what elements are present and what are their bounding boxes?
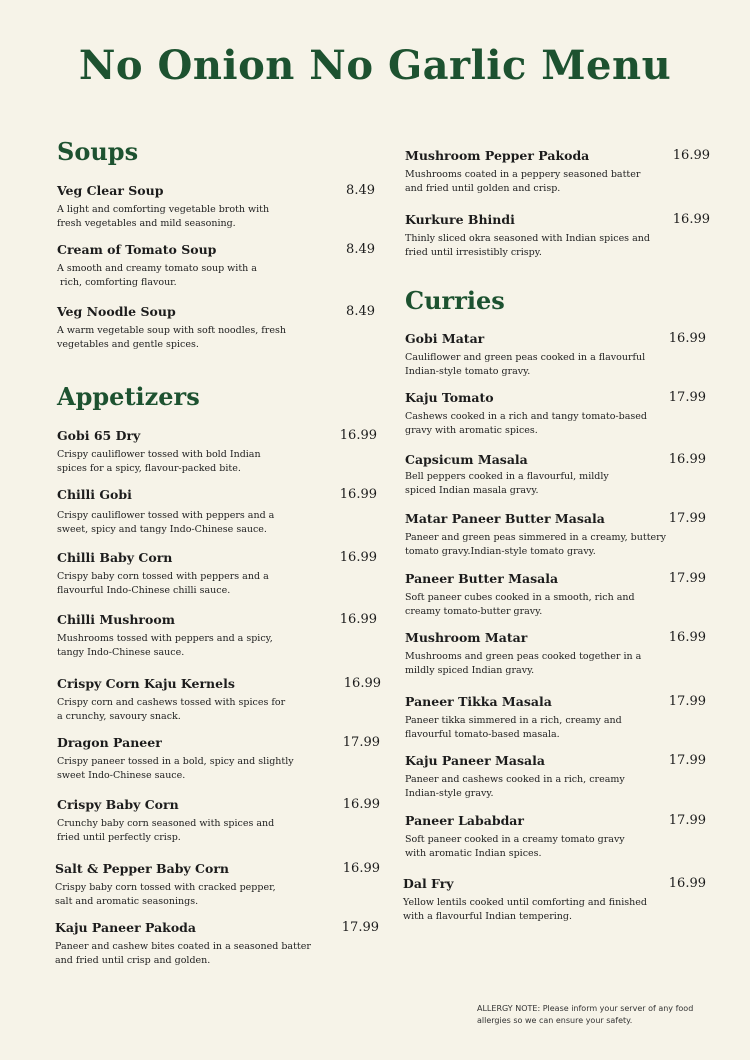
menu-item <box>57 612 377 660</box>
item-price: 16.99 <box>668 630 706 645</box>
menu-item <box>405 694 706 742</box>
item-name: Paneer Butter Masala <box>405 571 559 586</box>
item-description: A light and comforting vegetable broth with fresh vegetables and mild seasoning. <box>57 204 270 229</box>
item-name: Kaju Paneer Masala <box>405 753 545 768</box>
item-price: 16.99 <box>668 452 706 467</box>
item-price: 8.49 <box>346 242 375 257</box>
menu-item <box>403 876 706 924</box>
item-name: Mushroom Matar <box>405 630 528 645</box>
item-name: Kaju Paneer Pakoda <box>55 920 197 935</box>
menu-item <box>57 304 375 352</box>
item-description: Yellow lentils cooked until comforting and finished with a flavourful Indian tempering. <box>403 897 647 922</box>
item-description: Soft paneer cooked in a creamy tomato gravy with aromatic Indian spices. <box>405 834 625 859</box>
allergy-note-line: ALLERGY NOTE: Please inform your server of any food <box>477 1004 694 1013</box>
item-description: A smooth and creamy tomato soup with a rich, comforting flavour. <box>57 263 257 288</box>
item-name: Matar Paneer Butter Masala <box>405 511 605 526</box>
item-name: Gobi 65 Dry <box>57 428 141 443</box>
item-name: Cream of Tomato Soup <box>57 242 217 257</box>
item-description: Paneer and cashews cooked in a rich, creamy Indian-style gravy. <box>405 774 625 799</box>
item-name: Chilli Gobi <box>57 487 132 502</box>
item-description: Thinly sliced okra seasoned with Indian spices and fried until irresistibly crispy. <box>405 233 650 258</box>
menu-title: No Onion No Garlic Menu <box>78 42 672 89</box>
allergy-note <box>477 1003 727 1027</box>
menu-item <box>405 753 706 801</box>
menu-item <box>57 487 377 535</box>
item-price: 16.99 <box>672 212 710 227</box>
item-name: Salt & Pepper Baby Corn <box>55 861 230 876</box>
item-name: Chilli Baby Corn <box>57 550 173 565</box>
section-heading-curries: Curries <box>405 286 505 315</box>
item-description: Cashews cooked in a rich and tangy tomato-based gravy with aromatic spices. <box>405 411 647 436</box>
menu-item <box>405 148 710 196</box>
item-name: Veg Noodle Soup <box>57 304 176 319</box>
menu-item <box>405 511 706 559</box>
item-price: 16.99 <box>339 550 377 565</box>
menu-item <box>405 630 706 678</box>
item-price: 8.49 <box>346 304 375 319</box>
menu-item <box>405 452 706 500</box>
item-description: Paneer and green peas simmered in a creamy, buttery tomato gravy.Indian-style tomato gravy. <box>405 532 667 557</box>
menu-item <box>57 735 380 783</box>
item-name: Kaju Tomato <box>405 390 494 405</box>
item-description: Mushrooms and green peas cooked together in a mildly spiced Indian gravy. <box>405 651 642 676</box>
item-name: Kurkure Bhindi <box>405 212 515 227</box>
item-price: 17.99 <box>341 920 379 935</box>
item-price: 17.99 <box>668 511 706 526</box>
section-heading-appetizers: Appetizers <box>57 382 200 411</box>
item-description: Crispy baby corn tossed with cracked pepper, salt and aromatic seasonings. <box>55 882 276 907</box>
item-name: Gobi Matar <box>405 331 485 346</box>
item-name: Crispy Corn Kaju Kernels <box>57 676 235 691</box>
menu-item <box>57 797 380 845</box>
item-price: 16.99 <box>342 861 380 876</box>
item-description: Paneer and cashew bites coated in a seasoned batter and fried until crisp and golden. <box>55 941 311 966</box>
item-price: 16.99 <box>339 612 377 627</box>
item-description: Crispy cauliflower tossed with peppers and a sweet, spicy and tangy Indo-Chinese sauce. <box>57 510 275 535</box>
item-price: 17.99 <box>668 390 706 405</box>
allergy-note-line: allergies so we can ensure your safety. <box>477 1016 633 1025</box>
menu-item <box>405 571 706 619</box>
item-description: Cauliflower and green peas cooked in a flavourful Indian-style tomato gravy. <box>405 352 646 377</box>
item-name: Crispy Baby Corn <box>57 797 179 812</box>
item-description: Crunchy baby corn seasoned with spices and fried until perfectly crisp. <box>57 818 275 843</box>
menu-item <box>55 861 380 909</box>
item-price: 16.99 <box>339 487 377 502</box>
item-price: 16.99 <box>339 428 377 443</box>
item-name: Dal Fry <box>403 876 454 891</box>
item-name: Chilli Mushroom <box>57 612 175 627</box>
item-price: 17.99 <box>668 571 706 586</box>
item-description: Crispy baby corn tossed with peppers and a flavourful Indo-Chinese chilli sauce. <box>57 571 269 596</box>
menu-item <box>405 813 706 861</box>
item-price: 16.99 <box>342 797 380 812</box>
menu-item <box>55 920 379 968</box>
item-price: 16.99 <box>343 676 381 691</box>
menu-item <box>405 212 710 260</box>
item-description: A warm vegetable soup with soft noodles, fresh vegetables and gentle spices. <box>57 325 286 350</box>
item-name: Capsicum Masala <box>405 452 528 467</box>
item-name: Paneer Tikka Masala <box>405 694 552 709</box>
item-description: Bell peppers cooked in a flavourful, mildly spiced Indian masala gravy. <box>405 471 609 496</box>
item-description: Mushrooms tossed with peppers and a spicy, tangy Indo-Chinese sauce. <box>57 633 273 658</box>
item-price: 8.49 <box>346 183 375 198</box>
menu-item <box>57 183 375 231</box>
item-price: 17.99 <box>668 813 706 828</box>
menu-item <box>405 331 706 379</box>
item-description: Crispy cauliflower tossed with bold Indian spices for a spicy, flavour-packed bite. <box>57 449 261 474</box>
item-price: 16.99 <box>672 148 710 163</box>
item-price: 16.99 <box>668 876 706 891</box>
item-name: Paneer Lababdar <box>405 813 524 828</box>
item-price: 17.99 <box>668 753 706 768</box>
item-description: Paneer tikka simmered in a rich, creamy and flavourful tomato-based masala. <box>405 715 622 740</box>
item-price: 16.99 <box>668 331 706 346</box>
item-price: 17.99 <box>342 735 380 750</box>
menu-item <box>57 550 377 598</box>
item-description: Soft paneer cubes cooked in a smooth, rich and creamy tomato-butter gravy. <box>405 592 635 617</box>
item-name: Mushroom Pepper Pakoda <box>405 148 590 163</box>
item-description: Crispy paneer tossed in a bold, spicy and slightly sweet Indo-Chinese sauce. <box>57 756 294 781</box>
item-price: 17.99 <box>668 694 706 709</box>
menu-item <box>57 428 377 476</box>
item-description: Mushrooms coated in a peppery seasoned batter and fried until golden and crisp. <box>405 169 641 194</box>
menu-item <box>57 242 375 290</box>
item-name: Dragon Paneer <box>57 735 162 750</box>
item-name: Veg Clear Soup <box>57 183 164 198</box>
menu-item <box>57 676 381 724</box>
menu-item <box>405 390 706 438</box>
item-description: Crispy corn and cashews tossed with spices for a crunchy, savoury snack. <box>57 697 286 722</box>
section-heading-soups: Soups <box>57 137 139 166</box>
